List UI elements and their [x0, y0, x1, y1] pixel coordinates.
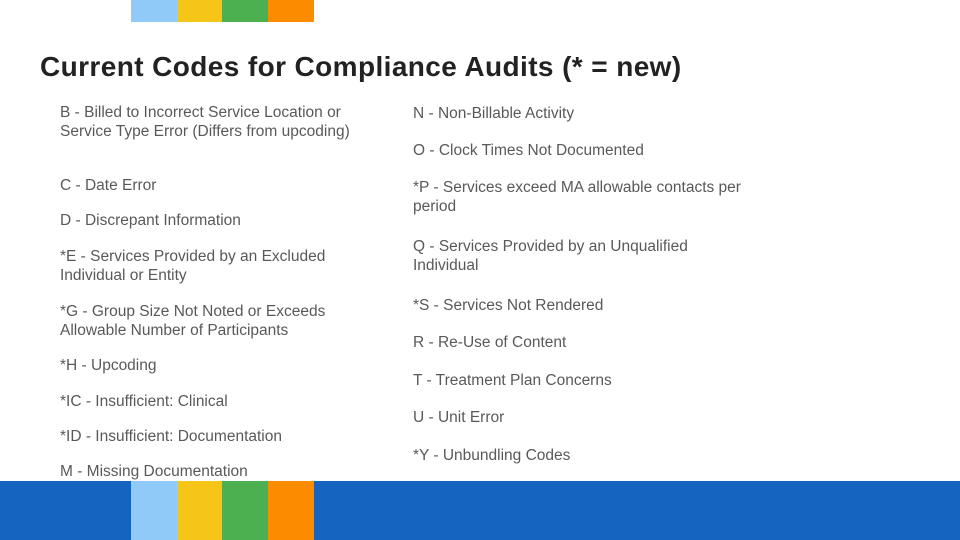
code-d: D - Discrepant Information — [60, 212, 241, 229]
code-t: T - Treatment Plan Concerns — [413, 372, 612, 389]
code-b: B - Billed to Incorrect Service Location or Service Type Error (Differs from upcoding) — [60, 104, 350, 140]
top-color-stripes — [131, 0, 314, 22]
code-o: O - Clock Times Not Documented — [413, 142, 644, 159]
code-u: U - Unit Error — [413, 409, 505, 426]
code-m: M - Missing Documentation — [60, 463, 248, 480]
footer-stripe-yellow — [177, 481, 222, 540]
code-p: *P - Services exceed MA allowable contacts per period — [413, 179, 741, 215]
footer-stripe-green — [222, 481, 268, 540]
stripe-yellow — [177, 0, 222, 22]
code-r: R - Re-Use of Content — [413, 334, 567, 351]
footer-stripe-orange — [268, 481, 314, 540]
stripe-orange — [268, 0, 314, 22]
footer-stripe-light-blue — [131, 481, 177, 540]
code-h: *H - Upcoding — [60, 357, 157, 374]
code-c: C - Date Error — [60, 177, 157, 194]
code-n: N - Non-Billable Activity — [413, 105, 575, 122]
page-title: Current Codes for Compliance Audits (* = new) — [40, 51, 682, 82]
stripe-green — [222, 0, 268, 22]
code-ic: *IC - Insufficient: Clinical — [60, 393, 228, 410]
footer-color-stripes — [131, 481, 314, 540]
code-g: *G - Group Size Not Noted or Exceeds Allowable Number of Participants — [60, 303, 326, 339]
code-e: *E - Services Provided by an Excluded Individual or Entity — [60, 248, 326, 284]
stripe-light-blue — [131, 0, 177, 22]
code-id: *ID - Insufficient: Documentation — [60, 428, 282, 445]
code-y: *Y - Unbundling Codes — [413, 447, 571, 464]
code-s: *S - Services Not Rendered — [413, 297, 604, 314]
code-q: Q - Services Provided by an Unqualified Individual — [413, 238, 688, 274]
